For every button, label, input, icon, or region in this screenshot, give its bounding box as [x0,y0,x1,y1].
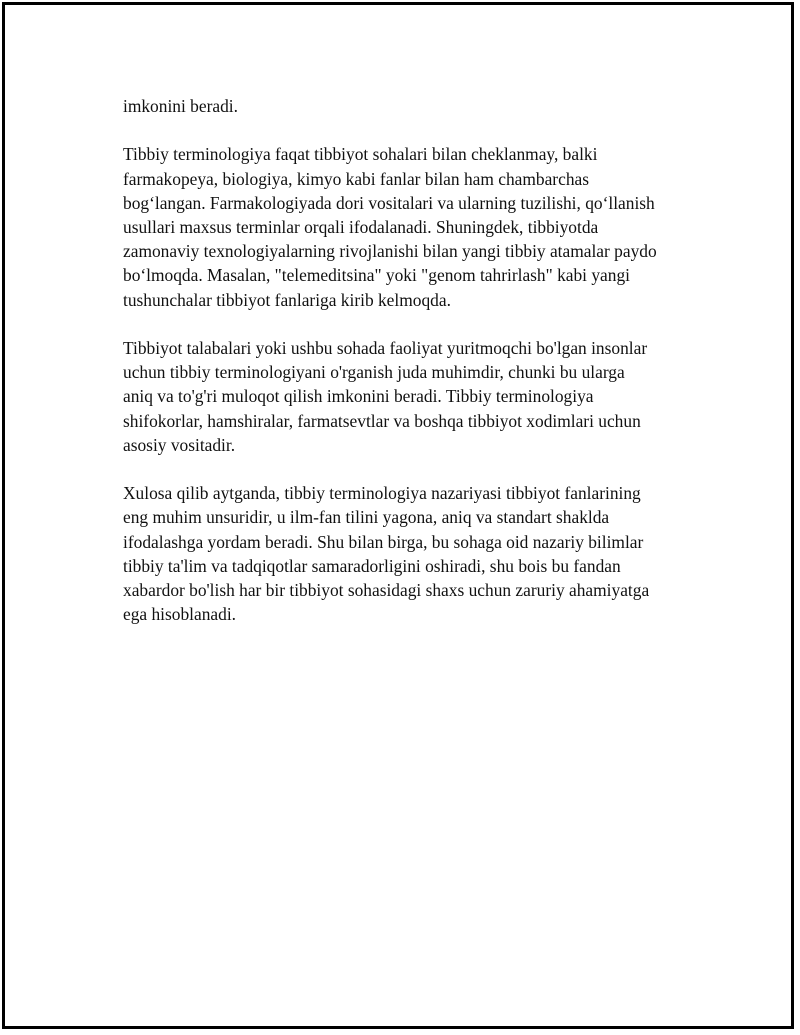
paragraph-terminology-scope: Tibbiy terminologiya faqat tibbiyot sohalari bilan cheklanmay, balki farmakopeya, biologiya, kimyo kabi fanlar bilan ham chambarchas bog‘langan. Farmakologiyada dori vositalari va ularning tuzilishi, qo‘llanish usullari maxsus terminlar orqali ifodalanadi. Shuningdek, tibbiyotda zamonaviy texnologiyalarning rivojlanishi bilan yangi tibbiy atamalar paydo bo‘lmoqda. Masalan, "telemeditsina" yoki "genom tahrirlash" kabi yangi tushunchalar tibbiyot fanlariga kirib kelmoqda. [123,144,657,310]
page-body [123,94,703,651]
paragraph-students: Tibbiyot talabalari yoki ushbu sohada faoliyat yuritmoqchi bo'lgan insonlar uchun tibbiy terminologiyani o'rganish juda muhimdir, chunki bu ularga aniq va to'g'ri muloqot qilish imkonini beradi. Tibbiy terminologiya shifokorlar, hamshiralar, farmatsevtlar va boshqa tibbiyot xodimlari uchun asosiy vositadir. [123,338,648,455]
page-border [2,2,794,1029]
paragraph-conclusion: Xulosa qilib aytganda, tibbiy terminologiya nazariyasi tibbiyot fanlarining eng muhim unsuridir, u ilm-fan tilini yagona, aniq va standart shaklda ifodalashga yordam beradi. Shu bilan birga, bu sohaga oid nazariy bilimlar tibbiy ta'lim va tadqiqotlar samaradorligini oshiradi, shu bois bu fandan xabardor bo'lish har bir tibbiyot sohasidagi shaxs uchun zaruriy ahamiyatga ega hisoblanadi. [123,483,650,625]
paragraph-continuation: imkonini beradi. [123,96,238,116]
